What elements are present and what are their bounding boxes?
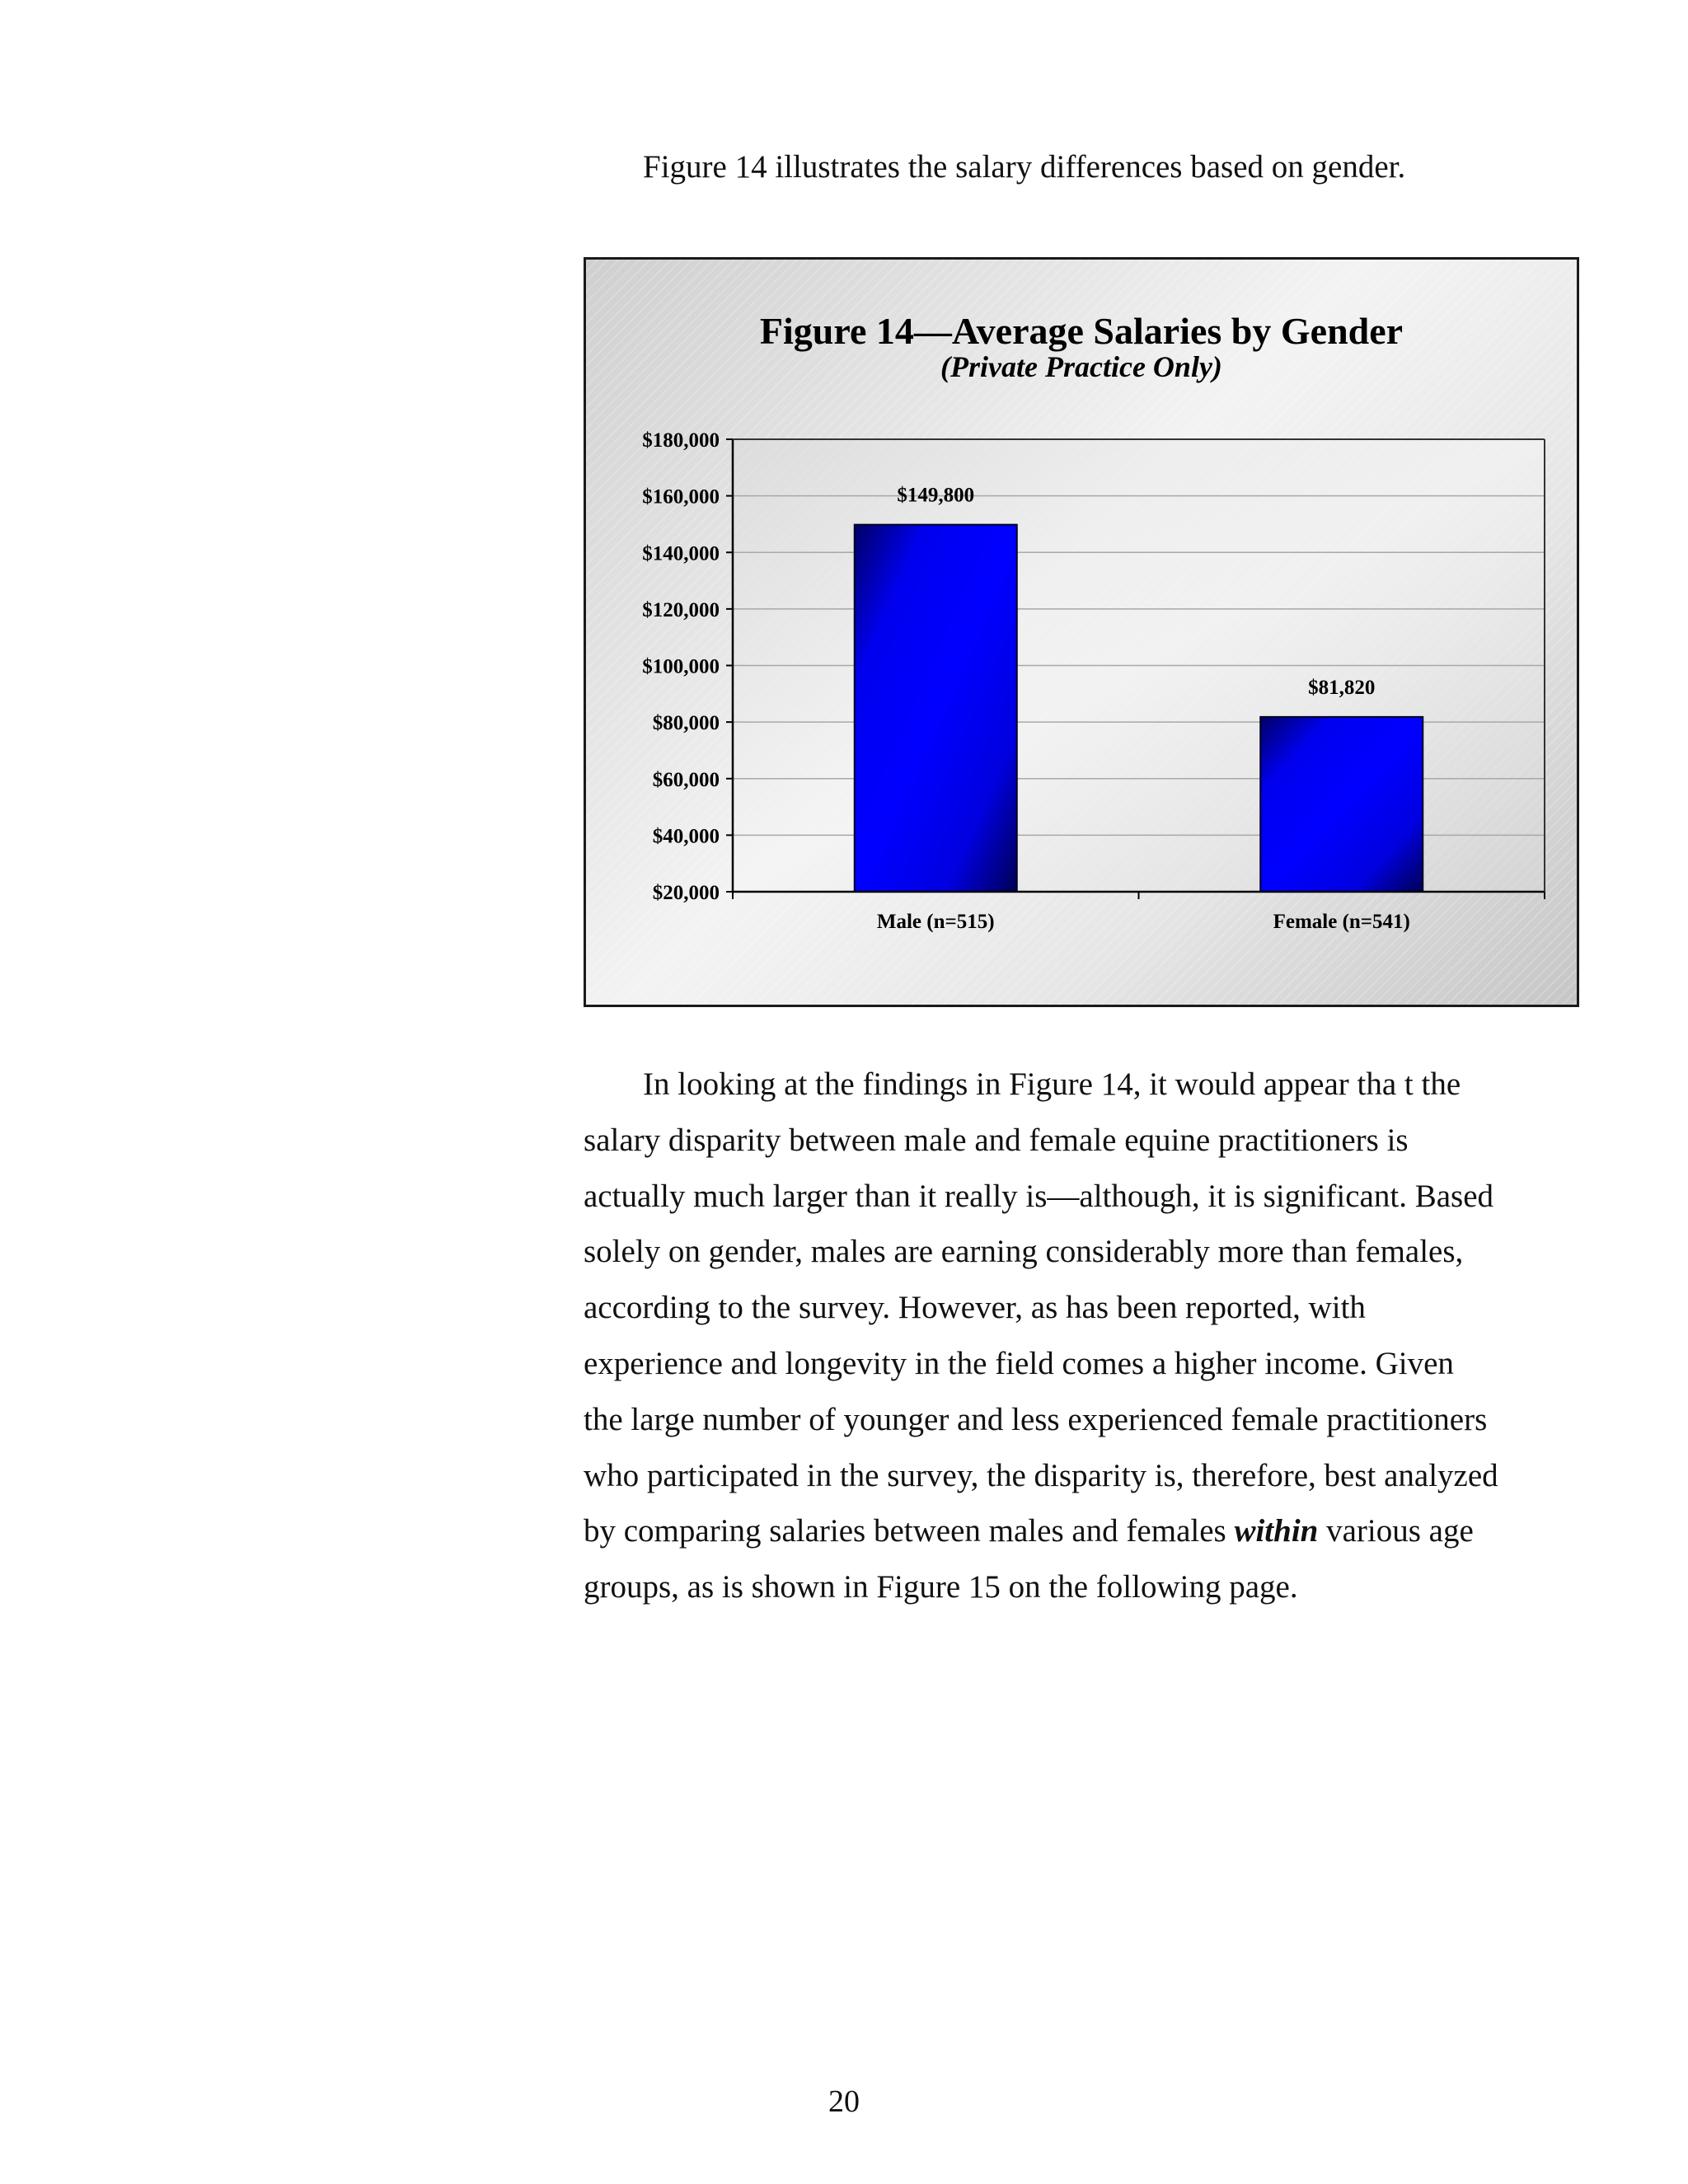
body-line: salary disparity between male and female equine practitioners is bbox=[584, 1122, 1409, 1158]
y-tick-label: $180,000 bbox=[642, 429, 720, 452]
body-paragraph bbox=[584, 1057, 1531, 1615]
data-label: $149,800 bbox=[897, 484, 975, 507]
bar bbox=[1260, 717, 1423, 892]
page-number: 20 bbox=[828, 2084, 860, 2119]
body-line-part: various age bbox=[1318, 1513, 1474, 1549]
y-tick-label: $20,000 bbox=[652, 882, 720, 904]
body-line: the large number of younger and less experienced female practitioners bbox=[584, 1401, 1488, 1437]
body-line-with-emphasis bbox=[584, 1503, 1531, 1559]
y-tick-label: $120,000 bbox=[642, 598, 720, 621]
body-line: who participated in the survey, the disparity is, therefore, best analyzed bbox=[584, 1457, 1498, 1493]
body-line: groups, as is shown in Figure 15 on the following page. bbox=[584, 1569, 1298, 1605]
emphasized-word: within bbox=[1234, 1513, 1319, 1549]
y-tick-label: $60,000 bbox=[652, 768, 720, 791]
intro-sentence: Figure 14 illustrates the salary differences based on gender. bbox=[643, 149, 1406, 185]
bar bbox=[855, 525, 1017, 892]
y-tick-label: $40,000 bbox=[652, 825, 720, 848]
y-tick-label: $100,000 bbox=[642, 655, 720, 678]
bar-chart-svg bbox=[586, 260, 1577, 1005]
y-tick-label: $140,000 bbox=[642, 542, 720, 565]
x-category-label: Female (n=541) bbox=[1273, 911, 1410, 933]
data-label: $81,820 bbox=[1308, 676, 1376, 699]
figure-14-chart bbox=[584, 257, 1579, 1007]
chart-subtitle: (Private Practice Only) bbox=[940, 350, 1222, 383]
body-line: In looking at the findings in Figure 14, it would appear tha t the bbox=[643, 1066, 1461, 1102]
body-line: according to the survey. However, as has been reported, with bbox=[584, 1290, 1366, 1326]
body-line-part: by comparing salaries between males and females bbox=[584, 1513, 1235, 1549]
y-tick-label: $160,000 bbox=[642, 485, 720, 509]
y-tick-label: $80,000 bbox=[652, 712, 720, 735]
chart-title: Figure 14—Average Salaries by Gender bbox=[759, 310, 1404, 352]
body-line: solely on gender, males are earning considerably more than females, bbox=[584, 1234, 1464, 1270]
x-category-label: Male (n=515) bbox=[876, 911, 995, 933]
body-line: experience and longevity in the field comes a higher income. Given bbox=[584, 1345, 1454, 1381]
body-line: actually much larger than it really is—although, it is significant. Based bbox=[584, 1178, 1494, 1214]
